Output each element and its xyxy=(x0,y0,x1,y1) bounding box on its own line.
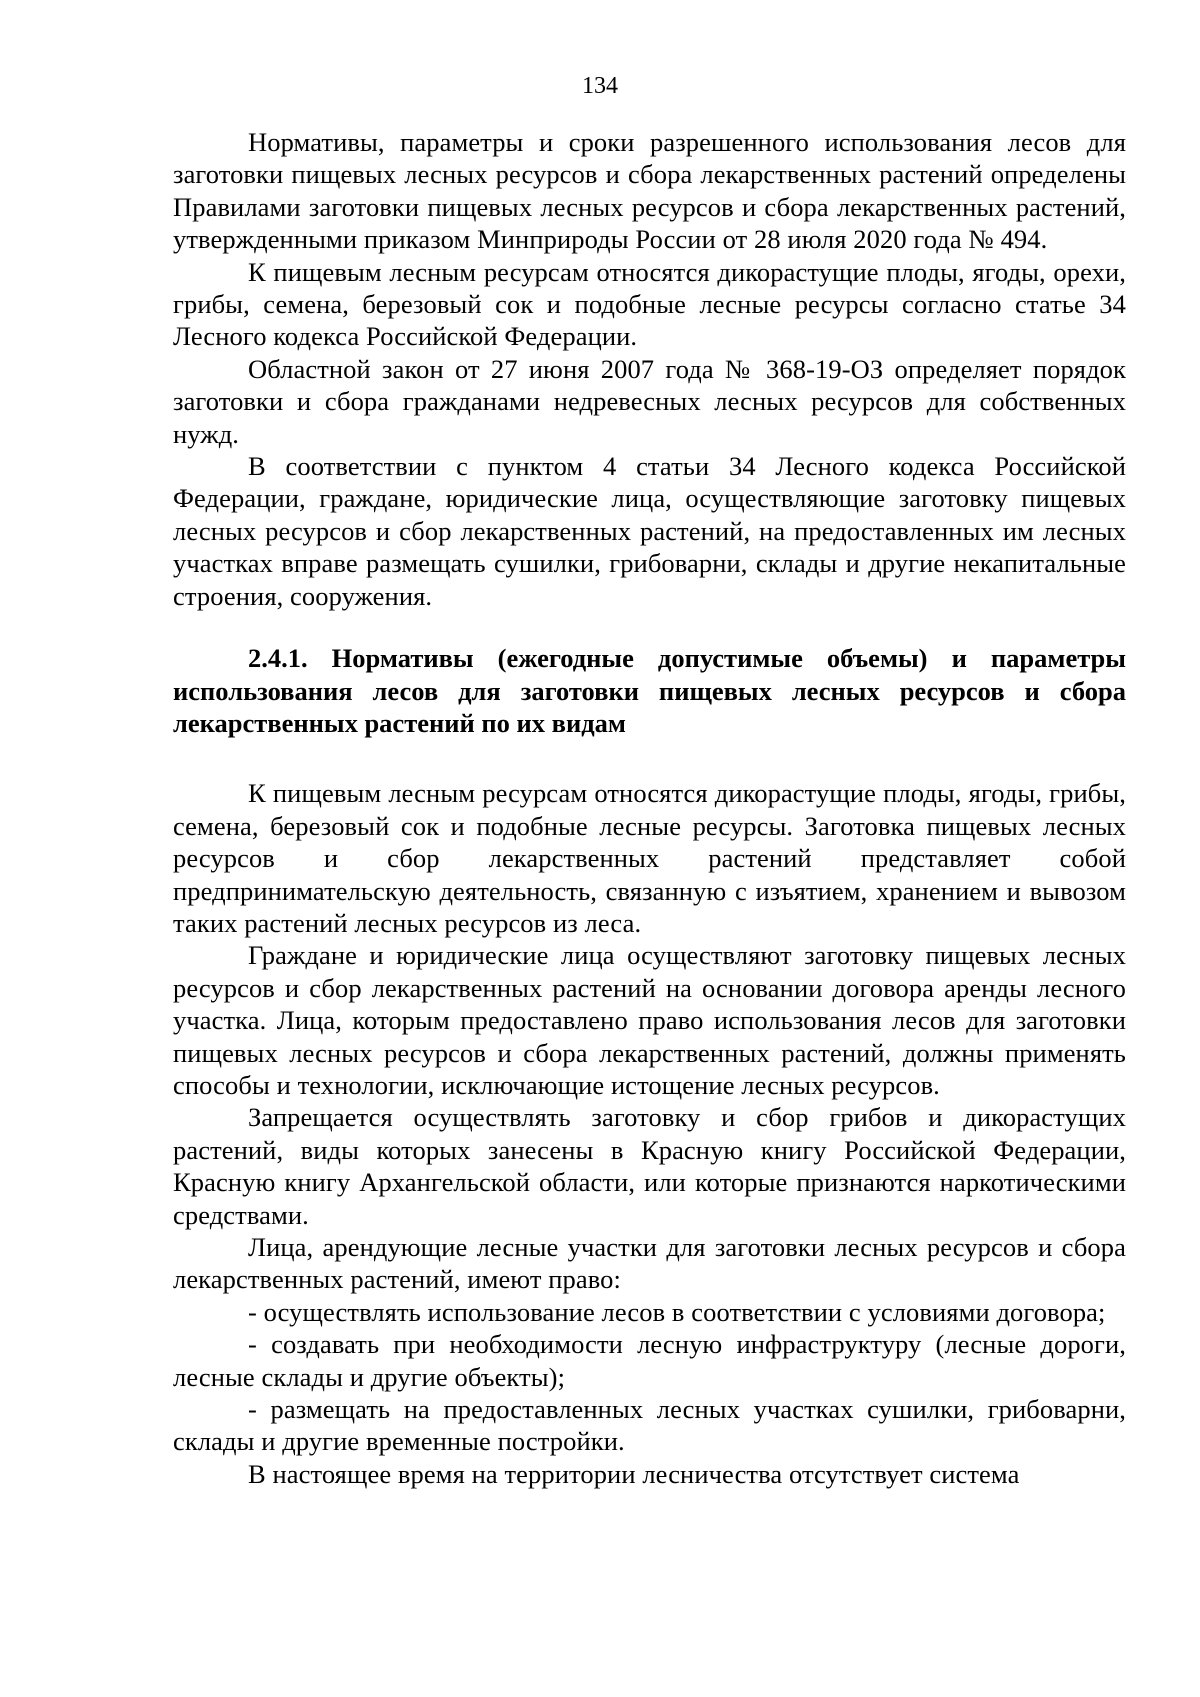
list-item-infrastructure: - создавать при необходимости лесную инфраструктуру (лесные дороги, лесные склады и другие объекты); xyxy=(173,1329,1126,1392)
paragraph-prohibition: Запрещается осуществлять заготовку и сбор грибов и дикорастущих растений, виды которых занесены в Красную книгу Российской Федерации, Красную книгу Архангельской области, или которые признаются наркотическими средствами. xyxy=(173,1102,1126,1230)
list-item-use-forests: - осуществлять использование лесов в соответствии с условиями договора; xyxy=(248,1296,1106,1327)
paragraph-current-state: В настоящее время на территории лесничества отсутствует система xyxy=(248,1458,1020,1489)
paragraph-regulations: Нормативы, параметры и сроки разрешенного использования лесов для заготовки пищевых лесных ресурсов и сбора лекарственных растений определены Правилами заготовки пищевых лесных ресурсов и сбора лекарственных растений, утвержденными приказом Минприроды России от 28 июля 2020 года № 494. xyxy=(173,127,1126,255)
section-heading-2-4-1: 2.4.1. Нормативы (ежегодные допустимые объемы) и параметры использования лесов для заготовки пищевых лесных ресурсов и сбора лекарственных растений по их видам xyxy=(173,643,1126,738)
paragraph-lessee-rights: Лица, арендующие лесные участки для заготовки лесных ресурсов и сбора лекарственных растений, имеют право: xyxy=(173,1232,1126,1295)
list-item-temporary-buildings: - размещать на предоставленных лесных участках сушилки, грибоварни, склады и другие временные постройки. xyxy=(173,1394,1126,1457)
paragraph-article-34: В соответствии с пунктом 4 статьи 34 Лесного кодекса Российской Федерации, граждане, юридические лица, осуществляющие заготовку пищевых лесных ресурсов и сбор лекарственных растений, на предоставленных им лесных участках вправе размещать сушилки, грибоварни, склады и другие некапитальные строения, сооружения. xyxy=(173,451,1126,611)
page-number: 134 xyxy=(582,73,618,99)
paragraph-food-resources-harvesting: К пищевым лесным ресурсам относятся дикорастущие плоды, ягоды, грибы, семена, березовый сок и подобные лесные ресурсы. Заготовка пищевых лесных ресурсов и сбор лекарственных растений представляет собой предпринимательскую деятельность, связанную с изъятием, хранением и вывозом таких растений лесных ресурсов из леса. xyxy=(173,778,1126,938)
paragraph-food-resources-definition: К пищевым лесным ресурсам относятся дикорастущие плоды, ягоды, орехи, грибы, семена, березовый сок и подобные лесные ресурсы согласно статье 34 Лесного кодекса Российской Федерации. xyxy=(173,256,1126,352)
paragraph-lease-agreement: Граждане и юридические лица осуществляют заготовку пищевых лесных ресурсов и сбор лекарственных растений на основании договора аренды лесного участка. Лица, которым предоставлено право использования лесов для заготовки пищевых лесных ресурсов и сбора лекарственных растений, должны применять способы и технологии, исключающие истощение лесных ресурсов. xyxy=(173,940,1126,1100)
paragraph-regional-law: Областной закон от 27 июня 2007 года № 368-19-ОЗ определяет порядок заготовки и сбора гражданами недревесных лесных ресурсов для собственных нужд. xyxy=(173,353,1126,449)
page-content xyxy=(173,126,1126,1490)
